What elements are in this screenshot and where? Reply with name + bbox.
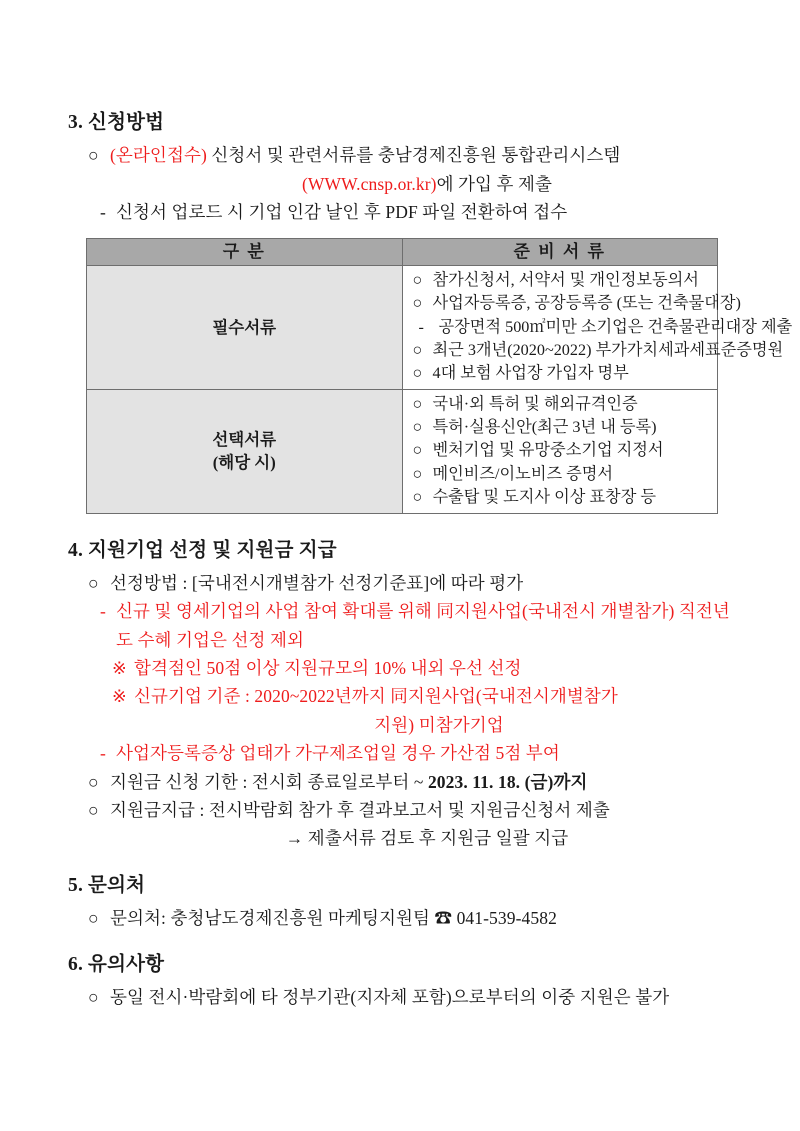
table-row-label-required: 필수서류 [87,266,403,390]
section-heading-5 [0,871,800,900]
list-item [413,393,712,416]
section4-note-new-company-criteria-text [112,682,744,739]
exclusion-line-1: 신규 및 영세기업의 사업 참여 확대를 위해 同지원사업(국내전시 [116,601,596,622]
section4-bullet-new-company-exclusion-text [100,597,744,654]
contact-org-text: 문의처: 충청남도경제진흥원 마케팅지원팀 [110,907,435,928]
online-application-tag: (온라인접수) [110,145,207,166]
dash-bullet-icon: - [100,743,106,764]
list-item-text: 최근 3개년(2020~2022) 부가가치세과세표준증명원 [432,340,784,359]
section4-bullet-selection-method-text: 선정방법 : [국내전시개별참가 선정기준표]에 따라 평가 [110,573,524,594]
circle-bullet-icon: ○ [88,771,99,792]
section4-note-pass-score-text: 합격점인 50점 이상 지원규모의 10% 내외 우선 선정 [134,658,522,679]
list-item-text: 4대 보험 사업장 가입자 명부 [432,363,629,382]
list-item-text: 국내·외 특허 및 해외규격인증 [432,395,638,414]
circle-bullet-icon: ○ [412,464,423,483]
list-item-text: 공장면적 500㎡미만 소기업은 건축물관리대장 제출 [438,317,793,336]
spacer [0,853,800,871]
list-item [413,269,712,292]
list-item [413,439,712,462]
section3-bullet-upload-note-text: 신청서 업로드 시 기업 인감 날인 후 PDF 파일 전환하여 접수 [116,201,568,222]
section4-bullet-payment-text [88,796,744,853]
section-heading-6 [0,950,800,979]
section4-bullet-furniture-bonus-text: 사업자등록증상 업태가 가구제조업일 경우 가산점 5점 부여 [116,743,560,764]
required-documents-table-wrap [0,238,800,514]
cnsp-url: (WWW.cnsp.or.kr) [301,173,437,194]
circle-bullet-icon: ○ [412,395,423,414]
table-row [87,390,718,514]
list-item-text: 메인비즈/이노비즈 증명서 [432,464,614,483]
section6-bullet-duplicate-support-text: 동일 전시·박람회에 타 정부기관(지자체 포함)으로부터의 이중 지원은 불가 [110,987,670,1008]
document-body [0,108,800,1012]
section4-bullet-selection-method [0,569,800,597]
required-documents-table [86,238,793,514]
section4-bullet-furniture-bonus [0,739,800,767]
section6-bullet-duplicate-support [0,983,800,1011]
payment-line-2: → 제출서류 검토 후 지원금 일괄 지급 [285,828,569,849]
list-item-text: 수출탑 및 도지사 이상 표창장 등 [432,487,657,506]
spacer [0,932,800,950]
list-item [413,316,793,339]
section-title-6: 유의사항 [88,954,165,976]
list-item [413,463,712,486]
online-application-url-line [110,170,744,198]
list-item [413,416,712,439]
section4-bullet-payment [0,796,800,853]
section-number-5: 5. [68,874,84,896]
section4-note-pass-score [0,654,800,682]
section-title-5: 문의처 [88,874,146,896]
list-item-text: 특허·실용신안(최근 3년 내 등록) [432,418,657,437]
online-application-text-a: 신청서 및 관련서류를 충남경제진흥원 통합관리시스템 [206,145,621,166]
table-row-label-optional-line2: (해당 시) [212,453,276,473]
dash-bullet-icon: - [100,601,106,622]
table-cell-required-items [402,266,793,390]
section-title-3: 신청방법 [88,112,165,133]
circle-bullet-icon: ○ [88,145,99,166]
list-item [413,486,712,509]
criteria-line-1: 신규기업 기준 : 2020~2022년까지 同지원사업(국내전시개별참가 [134,686,618,707]
section4-bullet-application-deadline-text [88,768,744,796]
list-item [413,362,712,385]
list-item [412,292,741,315]
asterisk-reference-icon: ※ [112,686,127,707]
list-item [412,339,784,362]
table-body [87,266,793,514]
dash-bullet-icon: - [100,201,106,222]
table-header-row [87,239,718,266]
telephone-icon: ☎ [434,907,453,928]
list-item-text: 참가신청서, 서약서 및 개인정보동의서 [432,271,699,290]
contact-phone-number: 041-539-4582 [456,907,557,928]
criteria-line-2: 지원) 미참가기업 [374,714,504,735]
section4-note-new-company-criteria [0,682,800,739]
section4-bullet-application-deadline [0,768,800,796]
table-row-label-optional-line1: 선택서류 [212,429,277,449]
section3-bullet-upload-note [0,198,800,226]
table-cell-optional-items [402,390,718,514]
table-header-documents: 준 비 서 류 [402,239,718,266]
deadline-text-a: 지원금 신청 기한 : 전시회 종료일로부터 ~ [110,771,428,792]
payment-line-1: 지원금지급 : 전시박람회 참가 후 결과보고서 및 지원금신청서 제출 [110,799,610,820]
list-item-text: 벤처기업 및 유망중소기업 지정서 [432,441,664,460]
table-row [87,266,718,390]
section-number-6: 6. [68,954,84,976]
section3-bullet-online-application [0,141,800,198]
exclusion-line-2: 개별참가) 직전년도 수혜 기업은 선정 제외 [116,601,730,650]
asterisk-reference-icon: ※ [112,658,127,679]
circle-bullet-icon: ○ [412,294,423,313]
section-title-4: 지원기업 선정 및 지원금 지급 [88,539,337,561]
table-row-label-optional [87,390,403,514]
dash-bullet-icon: - [418,317,424,336]
section5-bullet-contact [0,904,800,932]
circle-bullet-icon: ○ [88,573,99,594]
table-head [87,239,718,266]
circle-bullet-icon: ○ [412,441,423,460]
circle-bullet-icon: ○ [412,363,423,382]
section-heading-4 [0,536,800,565]
online-application-text-b: 에 가입 후 제출 [436,173,553,194]
circle-bullet-icon: ○ [88,799,99,820]
list-item-text: 사업자등록증, 공장등록증 (또는 건축물대장) [432,294,741,313]
section3-bullet-online-application-text [88,141,744,198]
table-header-category: 구 분 [87,239,403,266]
circle-bullet-icon: ○ [412,487,423,506]
circle-bullet-icon: ○ [88,987,99,1008]
circle-bullet-icon: ○ [88,907,99,928]
section5-bullet-contact-text [88,904,744,932]
section-number-4: 4. [68,539,84,561]
spacer [0,518,800,536]
circle-bullet-icon: ○ [412,271,423,290]
section-heading-3 [0,108,800,137]
circle-bullet-icon: ○ [412,418,423,437]
section4-bullet-new-company-exclusion [0,597,800,654]
deadline-date: 2023. 11. 18. (금)까지 [427,771,588,792]
section-number-3: 3. [68,112,84,133]
circle-bullet-icon: ○ [412,340,423,359]
